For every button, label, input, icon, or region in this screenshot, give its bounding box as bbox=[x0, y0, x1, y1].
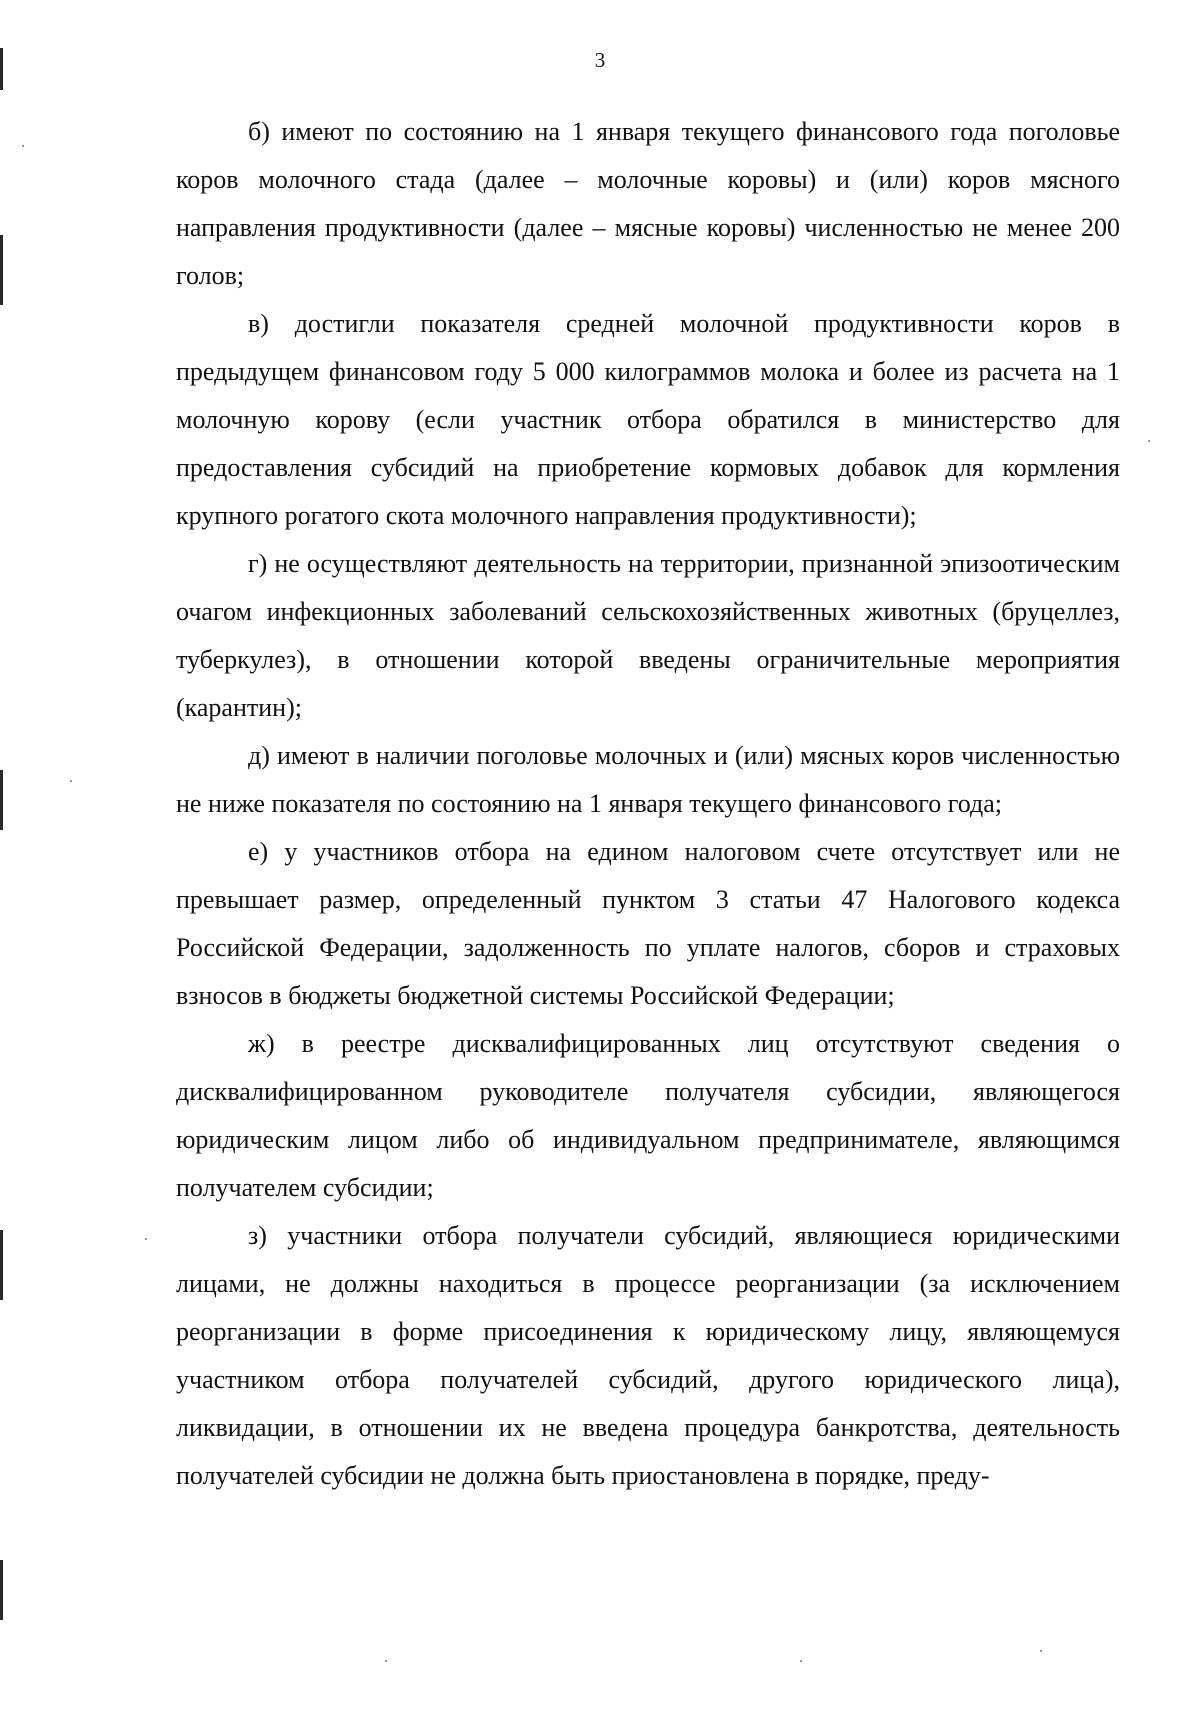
paragraph-d: д) имеют в наличии поголовье молочных и (или) мясных коров численностью не ниже показателя по состоянию на 1 января текущего финансового года; bbox=[176, 741, 1120, 818]
scan-speck bbox=[1040, 1650, 1042, 1652]
body-text bbox=[176, 108, 1120, 1500]
paragraph-g: г) не осуществляют деятельность на территории, признанной эпизоотическим очагом инфекционных заболеваний сельскохозяйственных животных (бруцеллез, туберкулез), в отношении которой введены ограничительные мероприятия (карантин); bbox=[176, 549, 1120, 722]
paragraph-zh: ж) в реестре дисквалифицированных лиц отсутствуют сведения о дисквалифицированном руководителе получателя субсидии, являющегося юридическим лицом либо об индивидуальном предпринимателе, являющимся получателем субсидии; bbox=[176, 1029, 1120, 1202]
scan-edge-mark bbox=[0, 1560, 3, 1620]
paragraph-e: е) у участников отбора на едином налоговом счете отсутствует или не превышает размер, определенный пунктом 3 статьи 47 Налогового кодекса Российской Федерации, задолженность по уплате налогов, сборов и страховых взносов в бюджеты бюджетной системы Российской Федерации; bbox=[176, 837, 1120, 1010]
scan-speck bbox=[70, 780, 72, 782]
scan-speck bbox=[22, 145, 24, 147]
scan-edge-mark bbox=[0, 235, 3, 305]
paragraph-b: б) имеют по состоянию на 1 января текущего финансового года поголовье коров молочного стада (далее – молочные коровы) и (или) коров мясного направления продуктивности (далее – мясные коровы) численностью не менее 200 голов; bbox=[176, 117, 1120, 290]
paragraph-v: в) достигли показателя средней молочной продуктивности коров в предыдущем финансовом году 5 000 килограммов молока и более из расчета на 1 молочную корову (если участник отбора обратился в министерство для предоставления субсидий на приобретение кормовых добавок для кормления крупного рогатого скота молочного направления продуктивности); bbox=[176, 309, 1120, 530]
scan-edge-mark bbox=[0, 770, 3, 830]
scan-speck bbox=[145, 1238, 147, 1240]
paragraph-z: з) участники отбора получатели субсидий, являющиеся юридическими лицами, не должны находиться в процессе реорганизации (за исключением реорганизации в форме присоединения к юридическому лицу, являющемуся участником отбора получателей субсидий, другого юридического лица), ликвидации, в отношении их не введена процедура банкротства, деятельность получателей субсидии не должна быть приостановлена в порядке, преду- bbox=[176, 1221, 1120, 1490]
scan-speck bbox=[1148, 440, 1150, 442]
page-number: 3 bbox=[594, 48, 606, 72]
scan-edge-mark bbox=[0, 1230, 3, 1300]
scan-speck bbox=[800, 1660, 802, 1662]
scan-speck bbox=[385, 1660, 387, 1662]
